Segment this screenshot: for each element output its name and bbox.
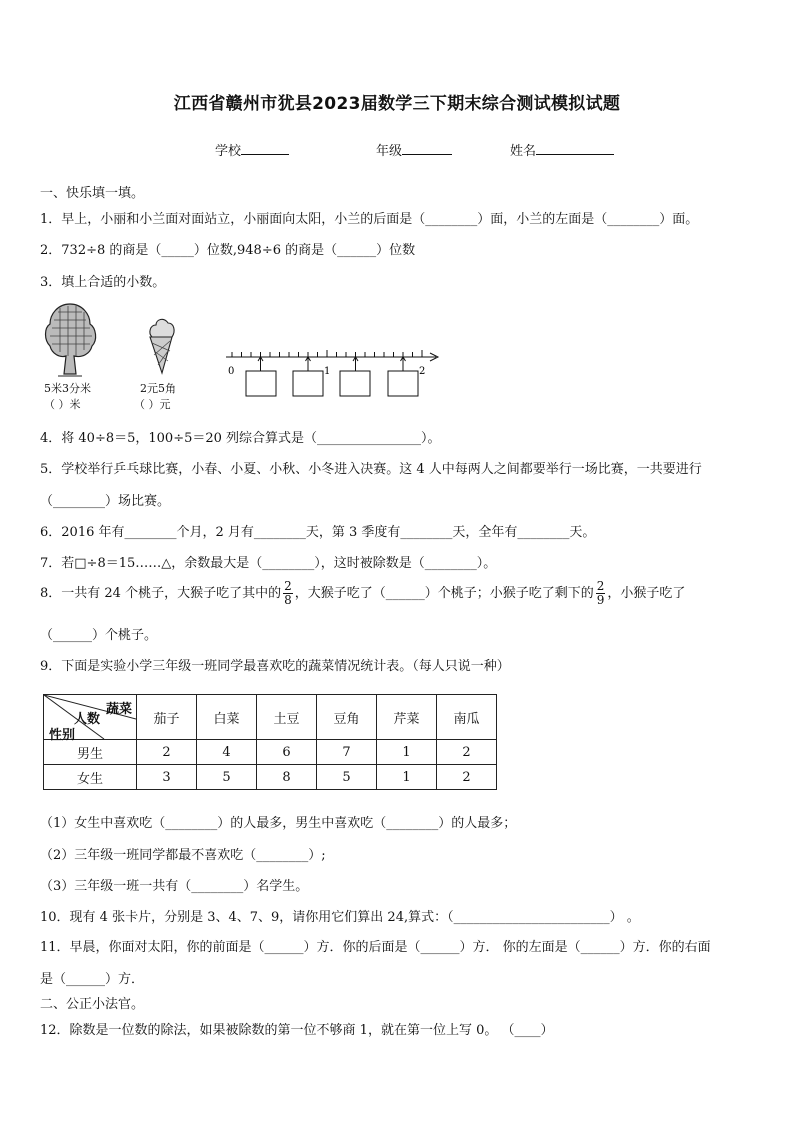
question-7: 7．若□÷8＝15……△，余数最大是（________），这时被除数是（________）。 — [40, 556, 497, 571]
grade-blank[interactable] — [402, 142, 452, 155]
number-line-label-2: 2 — [419, 366, 426, 377]
number-line-box-1[interactable] — [246, 371, 276, 396]
ice-cream-icon — [142, 315, 178, 377]
school-blank[interactable] — [241, 142, 289, 155]
ice-cream-caption: 2元5角 — [140, 382, 176, 395]
q8-part-1: 8．一共有 24 个桃子，大猴子吃了其中的 — [40, 586, 282, 601]
table-row — [44, 740, 497, 765]
question-12: 12．除数是一位数的除法，如果被除数的第一位不够商 1，就在第一位上写 0。 （____） — [40, 1023, 554, 1038]
question-10: 10．现有 4 张卡片，分别是 3、4、7、9，请你用它们算出 24,算式：（________________________） 。 — [40, 910, 640, 925]
question-11-line-2: 是（______）方． — [40, 972, 145, 987]
number-line-box-3[interactable] — [340, 371, 370, 396]
corner-label-count: 人数 — [74, 712, 101, 727]
question-8-line-2: （______）个桃子。 — [40, 628, 158, 643]
number-line-label-0: 0 — [228, 366, 235, 377]
table-cell: 7 — [317, 740, 377, 765]
row-label: 男生 — [44, 740, 137, 765]
name-blank[interactable] — [536, 142, 614, 155]
question-1: 1．早上，小丽和小兰面对面站立，小丽面向太阳，小兰的后面是（________）面，小兰的左面是（________）面。 — [40, 212, 699, 227]
fraction-2-8 — [283, 580, 293, 607]
grade-field — [376, 140, 452, 159]
q8-part-3: ，小猴子吃了 — [607, 586, 686, 601]
tree-answer: （ ）米 — [44, 398, 81, 411]
number-line — [222, 345, 442, 401]
column-header: 白菜 — [197, 695, 257, 740]
corner-label-gender: 性别 — [49, 728, 76, 743]
ice-cream-answer: （ ）元 — [134, 398, 171, 411]
question-3: 3．填上合适的小数。 — [40, 275, 166, 290]
table-cell: 8 — [257, 765, 317, 790]
question-9-part-3: （3）三年级一班一共有（________）名学生。 — [40, 879, 309, 894]
question-5-line-2: （________）场比赛。 — [40, 494, 171, 509]
name-label: 姓名 — [510, 144, 537, 159]
number-line-label-1: 1 — [324, 366, 331, 377]
fraction-numerator: 2 — [284, 579, 292, 593]
fraction-denominator: 9 — [596, 593, 605, 607]
question-8-line-1 — [40, 580, 685, 607]
column-header: 南瓜 — [437, 695, 497, 740]
row-label: 女生 — [44, 765, 137, 790]
table-cell: 2 — [137, 740, 197, 765]
table-cell: 5 — [317, 765, 377, 790]
table-header-row — [44, 695, 497, 740]
table-cell: 6 — [257, 740, 317, 765]
q8-part-2: ，大猴子吃了（______）个桃子；小猴子吃了剩下的 — [294, 586, 594, 601]
question-9-part-1: （1）女生中喜欢吃（________）的人最多，男生中喜欢吃（________）的人最多； — [40, 816, 517, 831]
question-9: 9．下面是实验小学三年级一班同学最喜欢吃的蔬菜情况统计表。（每人只说一种） — [40, 659, 510, 674]
school-field — [215, 140, 289, 159]
school-label: 学校 — [215, 144, 242, 159]
page-title: 江西省赣州市犹县2023届数学三下期末综合测试模拟试题 — [173, 94, 621, 114]
table-corner-cell — [44, 695, 137, 743]
fraction-numerator: 2 — [596, 579, 605, 593]
section-2-heading: 二、公正小法官。 — [40, 997, 145, 1012]
vegetable-stats-table — [43, 694, 497, 790]
question-2: 2．732÷8 的商是（_____）位数,948÷6 的商是（______）位数 — [40, 243, 416, 258]
fraction-denominator: 8 — [284, 593, 292, 607]
question-6: 6．2016 年有________个月，2 月有________天，第 3 季度有________天，全年有________天。 — [40, 525, 596, 540]
section-1-heading: 一、快乐填一填。 — [40, 186, 145, 201]
column-header: 豆角 — [317, 695, 377, 740]
name-field — [510, 140, 614, 159]
table-cell: 3 — [137, 765, 197, 790]
table-row — [44, 765, 497, 790]
question-5-line-1: 5．学校举行乒乓球比赛，小春、小夏、小秋、小冬进入决赛。这 4 人中每两人之间都要举行一场比赛，一共要进行 — [40, 462, 702, 477]
table-cell: 5 — [197, 765, 257, 790]
tree-icon — [40, 300, 100, 378]
table-cell: 2 — [437, 740, 497, 765]
table-cell: 2 — [437, 765, 497, 790]
table-cell: 4 — [197, 740, 257, 765]
table-cell: 1 — [377, 740, 437, 765]
corner-label-vegetable: 蔬菜 — [105, 702, 132, 717]
tree-caption: 5米3分米 — [44, 382, 91, 395]
question-4: 4．将 40÷8＝5，100÷5＝20 列综合算式是（________________）。 — [40, 431, 441, 446]
question-11-line-1: 11．早晨，你面对太阳，你的前面是（______）方．你的后面是（______）方． 你的左面是（______）方．你的右面 — [40, 940, 711, 955]
question-9-part-2: （2）三年级一班同学都最不喜欢吃（________）; — [40, 848, 326, 863]
column-header: 芹菜 — [377, 695, 437, 740]
grade-label: 年级 — [376, 144, 403, 159]
column-header: 茄子 — [137, 695, 197, 740]
number-line-box-4[interactable] — [388, 371, 418, 396]
fraction-2-9 — [596, 580, 606, 607]
column-header: 土豆 — [257, 695, 317, 740]
table-cell: 1 — [377, 765, 437, 790]
number-line-box-2[interactable] — [293, 371, 323, 396]
